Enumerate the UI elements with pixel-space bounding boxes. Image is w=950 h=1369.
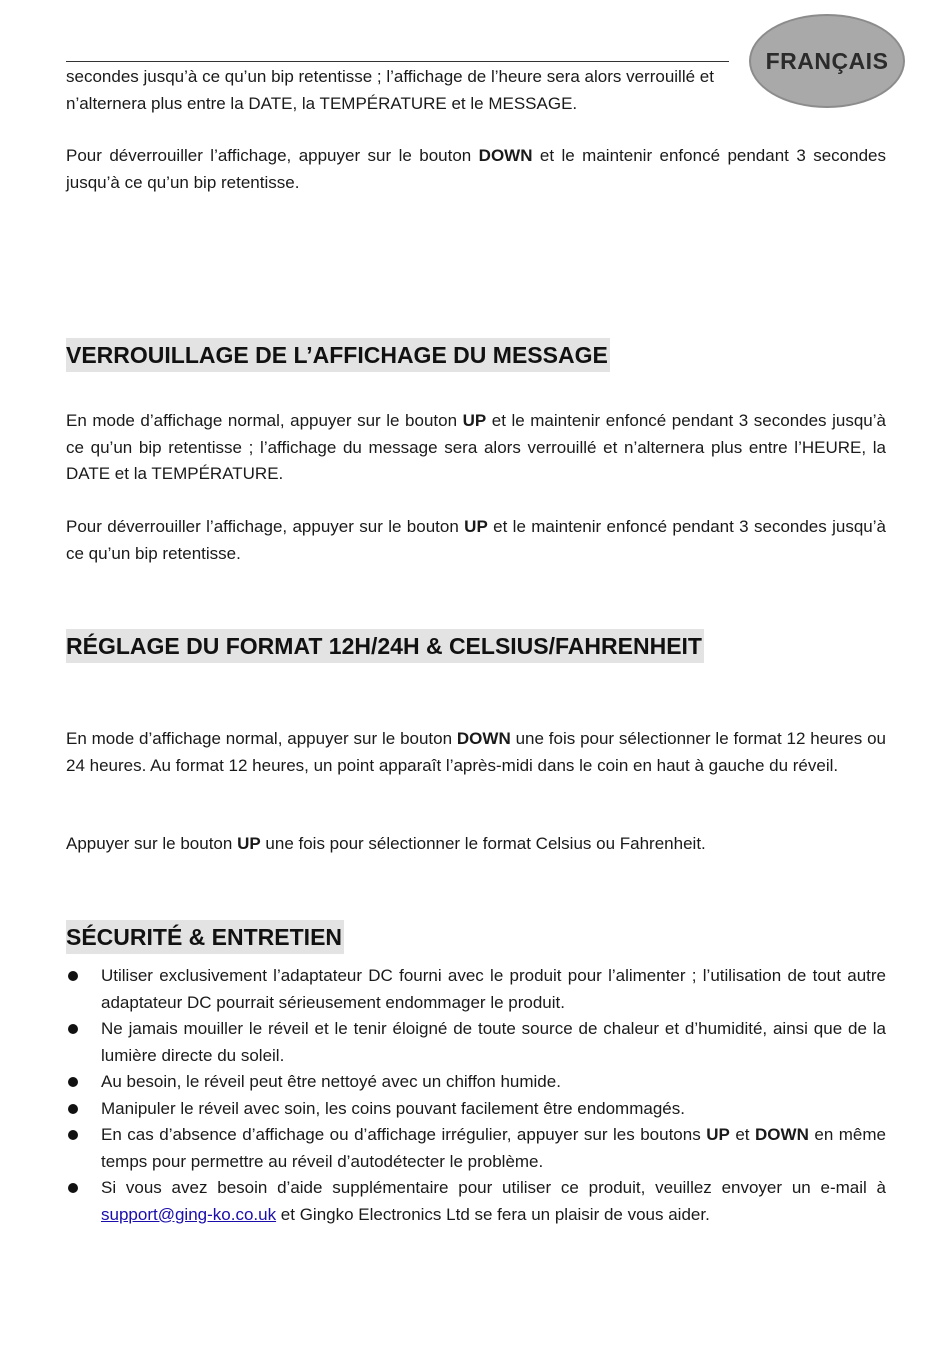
safety-item-6-text-b: et Gingko Electronics Ltd se fera un plaisir de vous aider.	[276, 1204, 710, 1224]
up-key-label: UP	[462, 411, 487, 430]
bullet-icon	[68, 1024, 78, 1034]
down-key-label: DOWN	[755, 1125, 809, 1144]
safety-item-5-text-b: en même temps pour permettre au réveil d’autodétecter le problème.	[101, 1125, 887, 1171]
intro-paragraph-2	[66, 143, 886, 196]
list-item	[66, 1122, 886, 1175]
safety-item-6-text-a: Si vous avez besoin d’aide supplémentaire pour utiliser ce produit, veuillez envoyer un e-mail à	[101, 1178, 886, 1197]
list-item	[66, 1175, 886, 1228]
intro-paragraph-1	[66, 64, 729, 117]
lock-p2-text-a: Pour déverrouiller l’affichage, appuyer sur le bouton	[66, 517, 465, 536]
up-key-label: UP	[237, 834, 261, 853]
heading-message-lock: VERROUILLAGE DE L’AFFICHAGE DU MESSAGE	[66, 338, 610, 372]
safety-item-3-text: Au besoin, le réveil peut être nettoyé avec un chiffon humide.	[101, 1072, 561, 1091]
list-item	[66, 1069, 886, 1096]
safety-item-4-text: Manipuler le réveil avec soin, les coins pouvant facilement être endommagés.	[101, 1098, 685, 1118]
format-p2-text-b: une fois pour sélectionner le format Celsius ou Fahrenheit.	[260, 834, 706, 853]
bullet-icon	[68, 1183, 78, 1193]
support-email-link[interactable]: support@ging-ko.co.uk	[101, 1204, 277, 1224]
format-p1-text-a: En mode d’affichage normal, appuyer sur le bouton	[66, 729, 457, 748]
heading-format-settings: RÉGLAGE DU FORMAT 12H/24H & CELSIUS/FAHRENHEIT	[66, 629, 704, 663]
lock-p1-text-b: et le maintenir enfoncé pendant 3 secondes jusqu’à ce qu’un bip retentisse ; l’affichage du message sera alors verrouillé et n’alternera plus entre l’HEURE, la DATE et la TEMPÉRATURE.	[66, 411, 886, 483]
list-item	[66, 1096, 886, 1123]
bullet-icon	[68, 971, 78, 981]
language-badge-label: FRANÇAIS	[765, 47, 889, 74]
down-key-label: DOWN	[478, 146, 533, 165]
list-item	[66, 963, 886, 1016]
lock-p1-text-a: En mode d’affichage normal, appuyer sur le bouton	[66, 411, 463, 430]
language-badge	[749, 14, 905, 108]
heading-safety-care: SÉCURITÉ & ENTRETIEN	[66, 920, 344, 954]
lock-p2-text-b: et le maintenir enfoncé pendant 3 secondes jusqu’à ce qu’un bip retentisse.	[66, 517, 886, 563]
safety-list	[66, 963, 886, 1228]
safety-item-5-text-a: En cas d’absence d’affichage ou d’affichage irrégulier, appuyer sur les boutons	[101, 1125, 707, 1144]
bullet-icon	[68, 1130, 78, 1140]
lock-paragraph-2	[66, 514, 886, 567]
format-p1-text-b: une fois pour sélectionner le format 12 heures ou 24 heures. Au format 12 heures, un point apparaît l’après-midi dans le coin en haut à gauche du réveil.	[66, 729, 886, 775]
safety-item-1-text: Utiliser exclusivement l’adaptateur DC fourni avec le produit pour l’alimenter ; l’utilisation de tout autre adaptateur DC pourrait sérieusement endommager le produit.	[101, 966, 886, 1012]
intro-p1-text: secondes jusqu’à ce qu’un bip retentisse ; l’affichage de l’heure sera alors verrouillé et n’alternera plus entre la DATE, la TEMPÉRATURE et le MESSAGE.	[66, 67, 714, 113]
header-rule	[66, 61, 729, 62]
bullet-icon	[68, 1077, 78, 1087]
intro-p2-text-a: Pour déverrouiller l’affichage, appuyer sur le bouton	[66, 146, 479, 165]
intro-p2-text-b: et le maintenir enfoncé pendant 3 secondes jusqu’à ce qu’un bip retentisse.	[66, 146, 886, 192]
format-paragraph-2	[66, 831, 886, 858]
bullet-icon	[68, 1104, 78, 1114]
down-key-label: DOWN	[456, 729, 511, 748]
list-item	[66, 1016, 886, 1069]
lock-paragraph-1	[66, 408, 886, 488]
up-key-label: UP	[706, 1125, 730, 1144]
format-paragraph-1	[66, 726, 886, 779]
safety-item-5-text-mid: et	[729, 1125, 756, 1144]
format-p2-text-a: Appuyer sur le bouton	[66, 834, 238, 853]
safety-item-2-text: Ne jamais mouiller le réveil et le tenir éloigné de toute source de chaleur et d’humidité, ainsi que de la lumière directe du soleil.	[101, 1019, 886, 1065]
up-key-label: UP	[464, 517, 488, 536]
